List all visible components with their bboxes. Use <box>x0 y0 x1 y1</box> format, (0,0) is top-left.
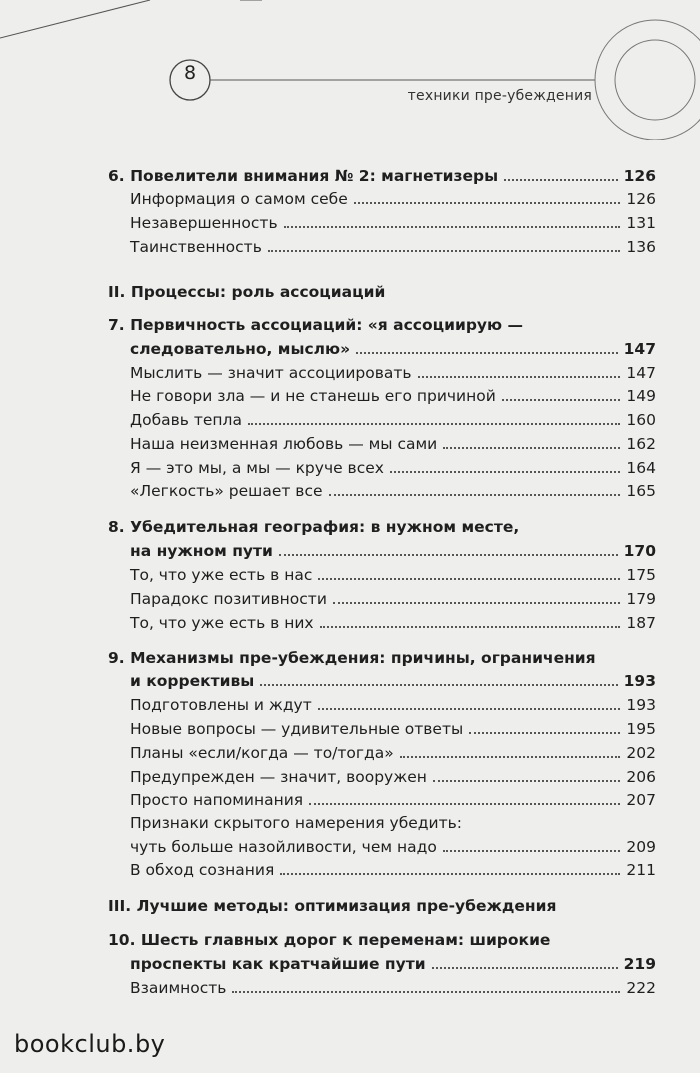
toc-entry-page: 211 <box>626 861 656 879</box>
dot-leader <box>279 554 618 556</box>
dot-leader <box>260 684 617 686</box>
toc-entry <box>108 739 656 763</box>
toc-entry <box>108 209 656 233</box>
toc-entry-page: 136 <box>626 238 656 256</box>
toc-entry-title: Предупрежден — значит, вооружен <box>130 768 427 786</box>
toc-entry-page: 175 <box>626 566 656 584</box>
toc-entry <box>108 763 656 787</box>
toc-entry <box>108 406 656 430</box>
toc-entry-title: Добавь тепла <box>130 411 242 429</box>
dot-leader <box>329 494 621 496</box>
toc-entry <box>108 856 656 880</box>
toc-entry <box>108 162 656 186</box>
toc-entry-title: на нужном пути <box>130 542 273 560</box>
toc-entry-page: 164 <box>626 459 656 477</box>
toc-entry-title: Планы «если/когда — то/тогда» <box>130 744 394 762</box>
toc-entry-title: Информация о самом себе <box>130 190 348 208</box>
dot-leader <box>502 399 621 401</box>
toc-entry <box>108 537 656 561</box>
dot-leader <box>443 447 620 449</box>
toc-entry-title: Не говори зла — и не станешь его причиной <box>130 387 496 405</box>
toc-entry <box>108 691 656 715</box>
toc-entry-page: 195 <box>626 720 656 738</box>
toc-entry-title: Мыслить — значит ассоциировать <box>130 364 412 382</box>
toc-entry-title: следовательно, мыслю» <box>130 340 351 358</box>
dot-leader <box>356 352 618 354</box>
dot-leader <box>400 756 621 758</box>
toc-entry-title: II. Процессы: роль ассоциаций <box>108 283 386 301</box>
page-number: 8 <box>183 62 197 84</box>
toc-entry-page: 187 <box>626 614 656 632</box>
toc-entry-title: «Легкость» решает все <box>130 482 323 500</box>
header-decoration <box>0 0 700 140</box>
dot-leader <box>318 578 620 580</box>
toc-entry-page: 206 <box>626 768 656 786</box>
toc-entry <box>108 892 656 916</box>
dot-leader <box>333 602 620 604</box>
watermark: bookclub.by <box>14 1030 166 1058</box>
toc-entry <box>108 715 656 739</box>
toc-entry <box>108 477 656 501</box>
dot-leader <box>248 423 620 425</box>
toc-entry-title: В обход сознания <box>130 861 275 879</box>
toc-entry-title: Новые вопросы — удивительные ответы <box>130 720 464 738</box>
toc-entry-page: 209 <box>626 838 656 856</box>
dot-leader <box>268 250 621 252</box>
dot-leader <box>418 376 621 378</box>
toc-entry-page: 207 <box>626 791 656 809</box>
toc-entry-title: Парадокс позитивности <box>130 590 327 608</box>
toc-entry <box>108 926 656 950</box>
toc-entry-title: чуть больше назойливости, чем надо <box>130 838 437 856</box>
toc-entry-title: Таинственность <box>130 238 262 256</box>
toc-entry-page: 162 <box>626 435 656 453</box>
toc-entry-title: III. Лучшие методы: оптимизация пре-убеждения <box>108 897 557 915</box>
dot-leader <box>318 708 621 710</box>
toc-entry <box>108 430 656 454</box>
toc-entry-page: 165 <box>626 482 656 500</box>
toc-entry <box>108 382 656 406</box>
dot-leader <box>309 803 620 805</box>
toc-entry-page: 170 <box>623 542 656 560</box>
toc-entry <box>108 359 656 383</box>
toc-entry <box>108 609 656 633</box>
toc-entry-page: 202 <box>626 744 656 762</box>
dot-leader <box>280 873 620 875</box>
toc-entry <box>108 233 656 257</box>
dot-leader <box>504 179 618 181</box>
toc-entry-page: 126 <box>623 167 656 185</box>
toc-entry <box>108 335 656 359</box>
dot-leader <box>433 780 621 782</box>
dot-leader <box>432 967 618 969</box>
toc-entry-title: проспекты как кратчайшие пути <box>130 955 426 973</box>
toc-entry-title: То, что уже есть в них <box>130 614 314 632</box>
toc-entry-title: 6. Повелители внимания № 2: магнетизеры <box>108 167 499 185</box>
toc-entry-title: 8. Убедительная география: в нужном месте, <box>108 518 520 536</box>
toc-entry <box>108 278 656 302</box>
toc-entry-page: 131 <box>626 214 656 232</box>
toc-entry-title: 10. Шесть главных дорог к переменам: широкие <box>108 931 551 949</box>
toc-entry-title: Я — это мы, а мы — круче всех <box>130 459 384 477</box>
running-title: техники пре-убеждения <box>407 88 592 104</box>
toc-entry <box>108 561 656 585</box>
toc-entry <box>108 185 656 209</box>
toc-entry <box>108 585 656 609</box>
toc-entry-title: 7. Первичность ассоциаций: «я ассоциирую — <box>108 316 524 334</box>
toc-entry <box>108 454 656 478</box>
dot-leader <box>443 850 621 852</box>
toc-entry <box>108 809 656 833</box>
toc-entry-page: 193 <box>623 672 656 690</box>
toc-entry <box>108 667 656 691</box>
dot-leader <box>390 471 620 473</box>
toc-entry-page: 222 <box>626 979 656 997</box>
dot-leader <box>284 226 621 228</box>
toc-entry-page: 149 <box>626 387 656 405</box>
toc-entry-page: 126 <box>626 190 656 208</box>
toc-entry <box>108 974 656 998</box>
toc-entry <box>108 950 656 974</box>
toc-entry-title: 9. Механизмы пре-убеждения: причины, ограничения <box>108 649 596 667</box>
toc-entry <box>108 644 656 668</box>
toc-entry-title: Незавершенность <box>130 214 278 232</box>
toc-entry-page: 147 <box>623 340 656 358</box>
toc-entry-page: 147 <box>626 364 656 382</box>
dot-leader <box>232 991 620 993</box>
toc-entry-title: То, что уже есть в нас <box>130 566 313 584</box>
toc-entry <box>108 311 656 335</box>
toc-entry-title: Признаки скрытого намерения убедить: <box>130 814 462 832</box>
toc-entry <box>108 833 656 857</box>
dot-leader <box>354 202 621 204</box>
toc-entry-title: Просто напоминания <box>130 791 304 809</box>
toc-entry-page: 160 <box>626 411 656 429</box>
toc-entry <box>108 513 656 537</box>
toc-entry <box>108 786 656 810</box>
toc-entry-page: 179 <box>626 590 656 608</box>
toc-entry-title: и коррективы <box>130 672 255 690</box>
toc-entry-page: 193 <box>626 696 656 714</box>
toc-entry-title: Подготовлены и ждут <box>130 696 312 714</box>
toc-entry-title: Наша неизменная любовь — мы сами <box>130 435 438 453</box>
toc-entry-page: 219 <box>623 955 656 973</box>
dot-leader <box>320 626 621 628</box>
toc-entry-title: Взаимность <box>130 979 227 997</box>
dot-leader <box>469 732 620 734</box>
